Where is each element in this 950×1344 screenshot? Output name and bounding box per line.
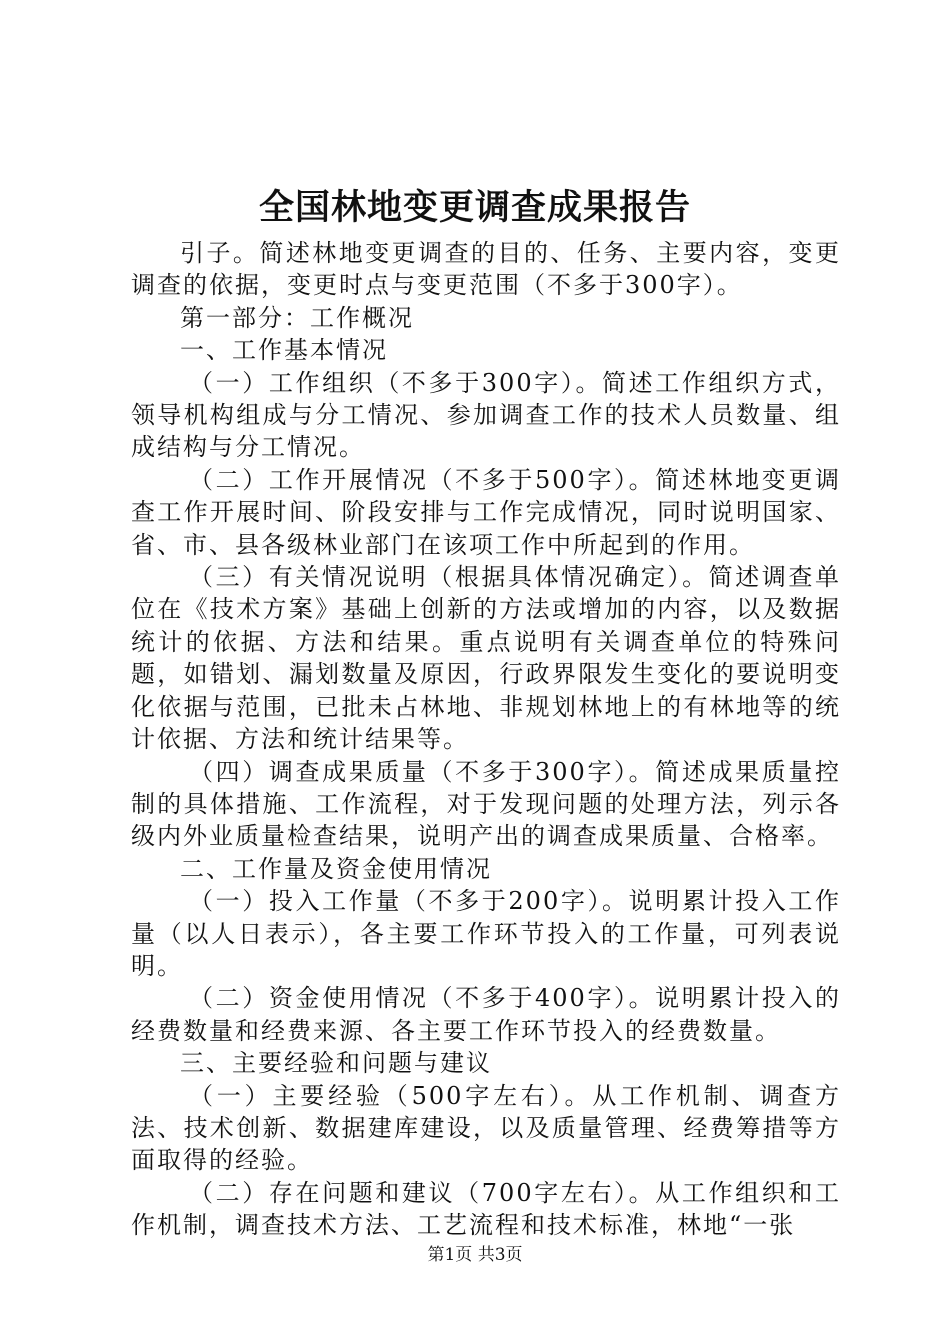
paragraph-3-1: （一）主要经验（500字左右）。从工作机制、调查方法、技术创新、数据建库建设，以及质量管理、经费筹措等方面取得的经验。 — [131, 1081, 841, 1175]
paragraph-1-2: （二）工作开展情况（不多于500字）。简述林地变更调查工作开展时间、阶段安排与工作完成情况，同时说明国家、省、市、县各级林业部门在该项工作中所起到的作用。 — [131, 465, 841, 559]
paragraph-1-3: （三）有关情况说明（根据具体情况确定）。简述调查单位在《技术方案》基础上创新的方法或增加的内容，以及数据统计的依据、方法和结果。重点说明有关调查单位的特殊问题，如错划、漏划数量及原因，行政界限发生变化的要说明变化依据与范围，已批未占林地、非规划林地上的有林地等的统计依据、方法和统计结果等。 — [131, 563, 841, 754]
page-footer: 第1页 共3页 — [427, 1245, 523, 1265]
document-title: 全国林地变更调查成果报告 — [258, 188, 691, 228]
heading-section-2: 二、工作量及资金使用情况 — [180, 854, 492, 883]
heading-section-3: 三、主要经验和问题与建议 — [180, 1049, 492, 1078]
paragraph-intro: 引子。简述林地变更调查的目的、任务、主要内容，变更调查的依据，变更时点与变更范围（不多于300字）。 — [131, 239, 841, 300]
paragraph-3-2: （二）存在问题和建议（700字左右）。从工作组织和工作机制，调查技术方法、工艺流程和技术标准，林地“一张 — [131, 1178, 841, 1240]
document-body — [131, 237, 841, 1242]
paragraph-1-4: （四）调查成果质量（不多于300字）。简述成果质量控制的具体措施、工作流程，对于发现问题的处理方法，列示各级内外业质量检查结果，说明产出的调查成果质量、合格率。 — [131, 757, 841, 851]
paragraph-1-1: （一）工作组织（不多于300字）。简述工作组织方式，领导机构组成与分工情况、参加调查工作的技术人员数量、组成结构与分工情况。 — [131, 368, 841, 462]
heading-part-one: 第一部分：工作概况 — [180, 303, 414, 332]
paragraph-2-1: （一）投入工作量（不多于200字）。说明累计投入工作量（以人日表示），各主要工作环节投入的工作量，可列表说明。 — [131, 887, 841, 980]
heading-section-1: 一、工作基本情况 — [180, 336, 388, 365]
paragraph-2-2: （二）资金使用情况（不多于400字）。说明累计投入的经费数量和经费来源、各主要工作环节投入的经费数量。 — [131, 984, 841, 1045]
